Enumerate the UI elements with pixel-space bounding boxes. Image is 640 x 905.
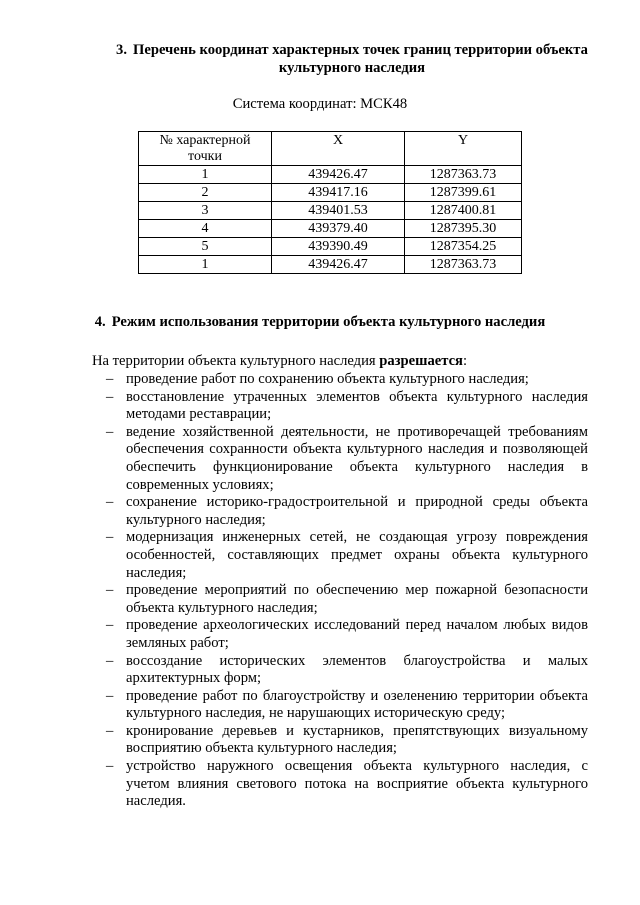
table-header-row: [139, 132, 522, 166]
cell-x: 439390.49: [272, 238, 405, 256]
list-item-text: проведение археологических исследований перед началом любых видов земляных работ;: [126, 617, 588, 651]
header-y: Y: [405, 132, 522, 166]
intro-text: На территории объекта культурного наследия: [92, 353, 380, 369]
cell-point: 5: [139, 238, 272, 256]
table-row: [139, 220, 522, 238]
list-item: [92, 758, 588, 811]
list-item: [92, 494, 588, 529]
section-4-number: 4.: [94, 314, 106, 330]
list-item-text: проведение работ по сохранению объекта культурного наследия;: [126, 371, 529, 387]
table-row: [139, 202, 522, 220]
list-item: [92, 371, 588, 389]
bullet-dash: –: [106, 722, 114, 739]
header-point-number: № характерной точки: [139, 132, 272, 166]
intro-paragraph: [92, 352, 602, 370]
cell-y: 1287354.25: [405, 238, 522, 256]
bullet-dash: –: [106, 494, 114, 511]
list-item-text: кронирование деревьев и кустарников, препятствующих визуальному восприятию объекта культурного наследия;: [126, 722, 588, 757]
table-row: [139, 184, 522, 202]
bullet-dash: –: [106, 388, 114, 405]
cell-point: 2: [139, 184, 272, 202]
cell-x: 439417.16: [272, 184, 405, 202]
intro-bold: разрешается: [379, 353, 463, 369]
section-3-number: 3.: [116, 42, 127, 58]
bullet-dash: –: [106, 617, 114, 634]
cell-y: 1287395.30: [405, 220, 522, 238]
list-item-text: проведение мероприятий по обеспечению мер пожарной безопасности объекта культурного наследия;: [126, 582, 588, 616]
list-item-text: устройство наружного освещения объекта культурного наследия, с учетом влияния светового потока на восприятие объекта культурного наследия.: [126, 758, 588, 810]
list-item-text: модернизация инженерных сетей, не создающая угрозу повреждения особенностей, составляющих предмет охраны объекта культурного наследия;: [126, 529, 588, 581]
list-item: [92, 617, 588, 652]
list-item: [92, 653, 588, 688]
section-3-heading: [92, 41, 612, 77]
table-row: [139, 166, 522, 184]
list-item: [92, 389, 588, 424]
coordinates-table: [138, 131, 522, 274]
bullet-dash: –: [106, 652, 114, 669]
cell-x: 439379.40: [272, 220, 405, 238]
cell-x: 439426.47: [272, 256, 405, 274]
cell-point: 1: [139, 166, 272, 184]
bullet-dash: –: [106, 582, 114, 599]
list-item: [92, 529, 588, 582]
list-item: [92, 424, 588, 494]
list-item-text: проведение работ по благоустройству и озеленению территории объекта культурного наследия, не нарушающих историческую среду;: [126, 687, 588, 722]
cell-y: 1287363.73: [405, 256, 522, 274]
table-row: [139, 238, 522, 256]
bullet-dash: –: [106, 687, 114, 704]
cell-y: 1287399.61: [405, 184, 522, 202]
cell-y: 1287400.81: [405, 202, 522, 220]
list-item-text: ведение хозяйственной деятельности, не противоречащей требованиям обеспечения сохранности объекта культурного наследия и позволяющей обеспечить функционирование объекта культурного наследия в современных условиях;: [126, 423, 588, 493]
list-item: [92, 582, 588, 617]
allowed-list: [92, 371, 588, 811]
section-3-title: Перечень координат характерных точек границ территории объекта культурного наследия: [133, 42, 588, 76]
cell-x: 439401.53: [272, 202, 405, 220]
section-4-heading: [0, 313, 640, 331]
intro-suffix: :: [462, 353, 467, 369]
bullet-dash: –: [106, 758, 114, 775]
table-row: [139, 256, 522, 274]
bullet-dash: –: [106, 371, 114, 387]
list-item: [92, 723, 588, 758]
coordinate-system-label: Система координат: МСК48: [232, 96, 408, 112]
bullet-dash: –: [106, 423, 114, 440]
list-item-text: воссоздание исторических элементов благоустройства и малых архитектурных форм;: [126, 652, 588, 687]
cell-point: 4: [139, 220, 272, 238]
list-item-text: сохранение историко-градостроительной и природной среды объекта культурного наследия;: [126, 494, 588, 528]
bullet-dash: –: [106, 529, 114, 546]
cell-x: 439426.47: [272, 166, 405, 184]
list-item: [92, 688, 588, 723]
cell-point: 1: [139, 256, 272, 274]
section-4-title: Режим использования территории объекта культурного наследия: [111, 314, 546, 330]
cell-y: 1287363.73: [405, 166, 522, 184]
header-x: X: [272, 132, 405, 166]
list-item-text: восстановление утраченных элементов объекта культурного наследия методами реставрации;: [126, 388, 588, 423]
cell-point: 3: [139, 202, 272, 220]
